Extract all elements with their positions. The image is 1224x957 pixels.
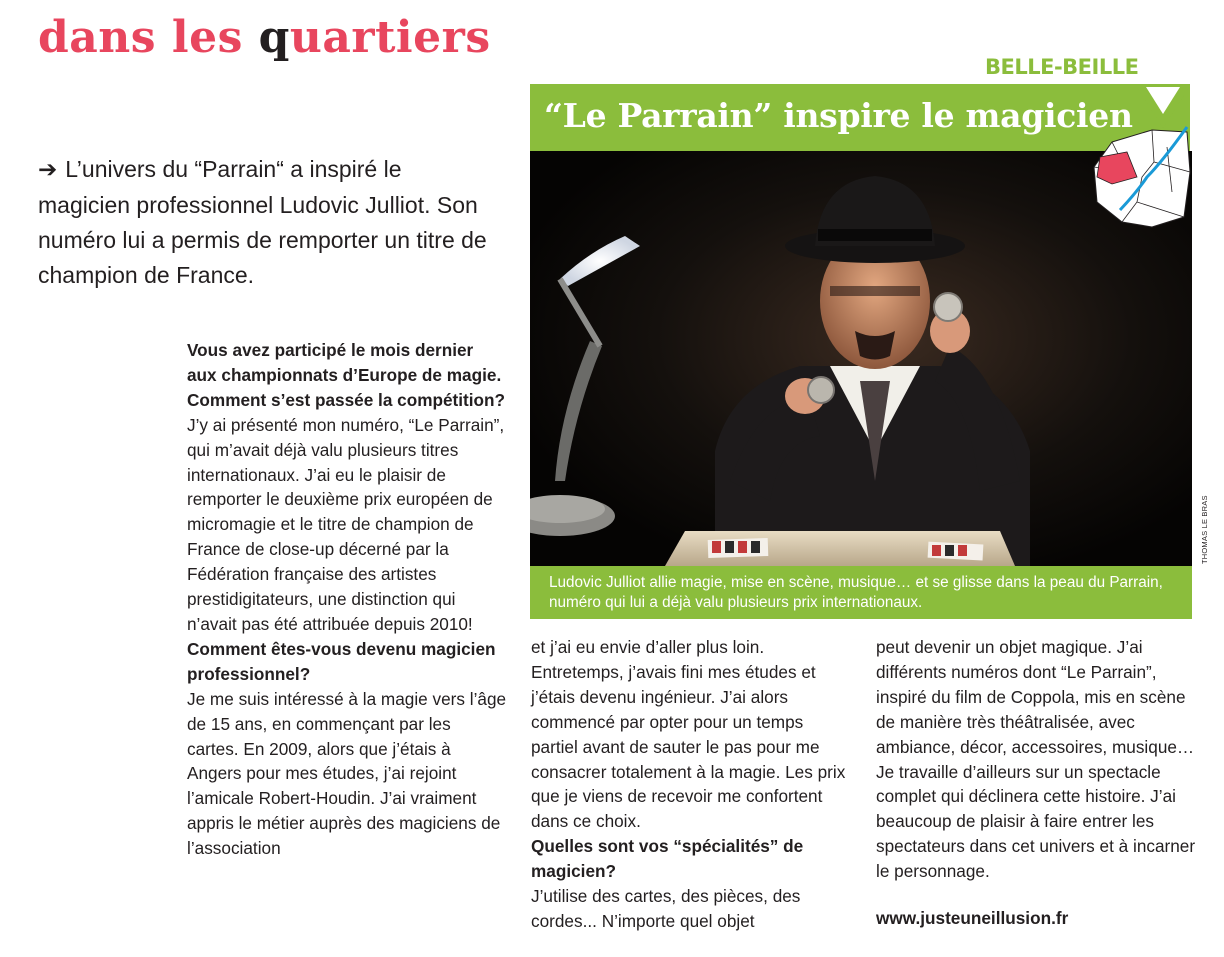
district-label: BELLE-BEILLE [985, 55, 1139, 79]
section-title-part2: q [258, 12, 290, 63]
article-column-3 [876, 635, 1196, 931]
interview-answer: peut devenir un objet magique. J’ai différents numéros dont “Le Parrain”, inspiré du film de Coppola, mis en scène de manière très théâtralisée, avec ambiance, décor, accessoires, musique… Je travaille d’ailleurs sur un spectacle complet qui déclinera cette histoire. J’ai beaucoup de plaisir à faire entrer les spectateurs dans cet univers et à incarner le personnage. [876, 637, 1196, 882]
arrow-icon: ➔ [38, 157, 58, 183]
article-headline: “Le Parrain” inspire le magicien [544, 96, 1133, 135]
photo-caption: Ludovic Julliot allie magie, mise en scène, musique… et se glisse dans la peau du Parrain, numéro qui lui a déjà valu plusieurs prix internationaux. [530, 566, 1192, 619]
article-column-1 [187, 338, 507, 861]
section-title-part1: dans les [38, 12, 259, 63]
section-title-part3: uartiers [289, 12, 491, 63]
interview-question: Vous avez participé le mois dernier aux championnats d’Europe de magie. Comment s’est passée la compétition? [187, 340, 506, 410]
interview-question: Quelles sont vos “spécialités” de magicien? [531, 836, 804, 882]
interview-answer: Je me suis intéressé à la magie vers l’âge de 15 ans, en commençant par les cartes. En 2009, alors que j’étais à Angers pour mes études, j’ai rejoint l’amicale Robert-Houdin. J’ai vraiment appris le métier auprès des magiciens de l’association [187, 688, 507, 859]
interview-answer: J’y ai présenté mon numéro, “Le Parrain”, qui m’avait déjà valu plusieurs titres internationaux. J’ai eu le plaisir de remporter le deuxième prix européen de micromagie et le titre de champion de France de close-up décerné par la Fédération française des artistes prestidigitateurs, une distinction qui n’avait pas été attribuée depuis 2010! [187, 414, 505, 634]
section-title [38, 10, 491, 66]
photo-credit: THOMAS LE BRAS [1200, 495, 1209, 564]
district-map-icon [1092, 122, 1192, 232]
interview-question: Comment êtes-vous devenu magicien professionnel? [187, 638, 496, 684]
headline-bar [530, 84, 1190, 151]
article-column-2 [531, 635, 851, 934]
article-lead-text: L’univers du “Parrain“ a inspiré le magicien professionnel Ludovic Julliot. Son numéro lui a permis de remporter un titre de champion de France. [38, 156, 487, 288]
website-link[interactable]: www.justeuneillusion.fr [876, 908, 1069, 929]
interview-answer: et j’ai eu envie d’aller plus loin. Entretemps, j’avais fini mes études et j’étais devenu ingénieur. J’ai alors commencé par opter pour un temps partiel avant de sauter le pas pour me consacrer totalement à la magie. Les prix que je viens de recevoir me confortent dans ce choix. [531, 637, 846, 832]
interview-answer: J’utilise des cartes, des pièces, des cordes... N’importe quel objet [531, 886, 801, 931]
article-lead [38, 152, 488, 293]
